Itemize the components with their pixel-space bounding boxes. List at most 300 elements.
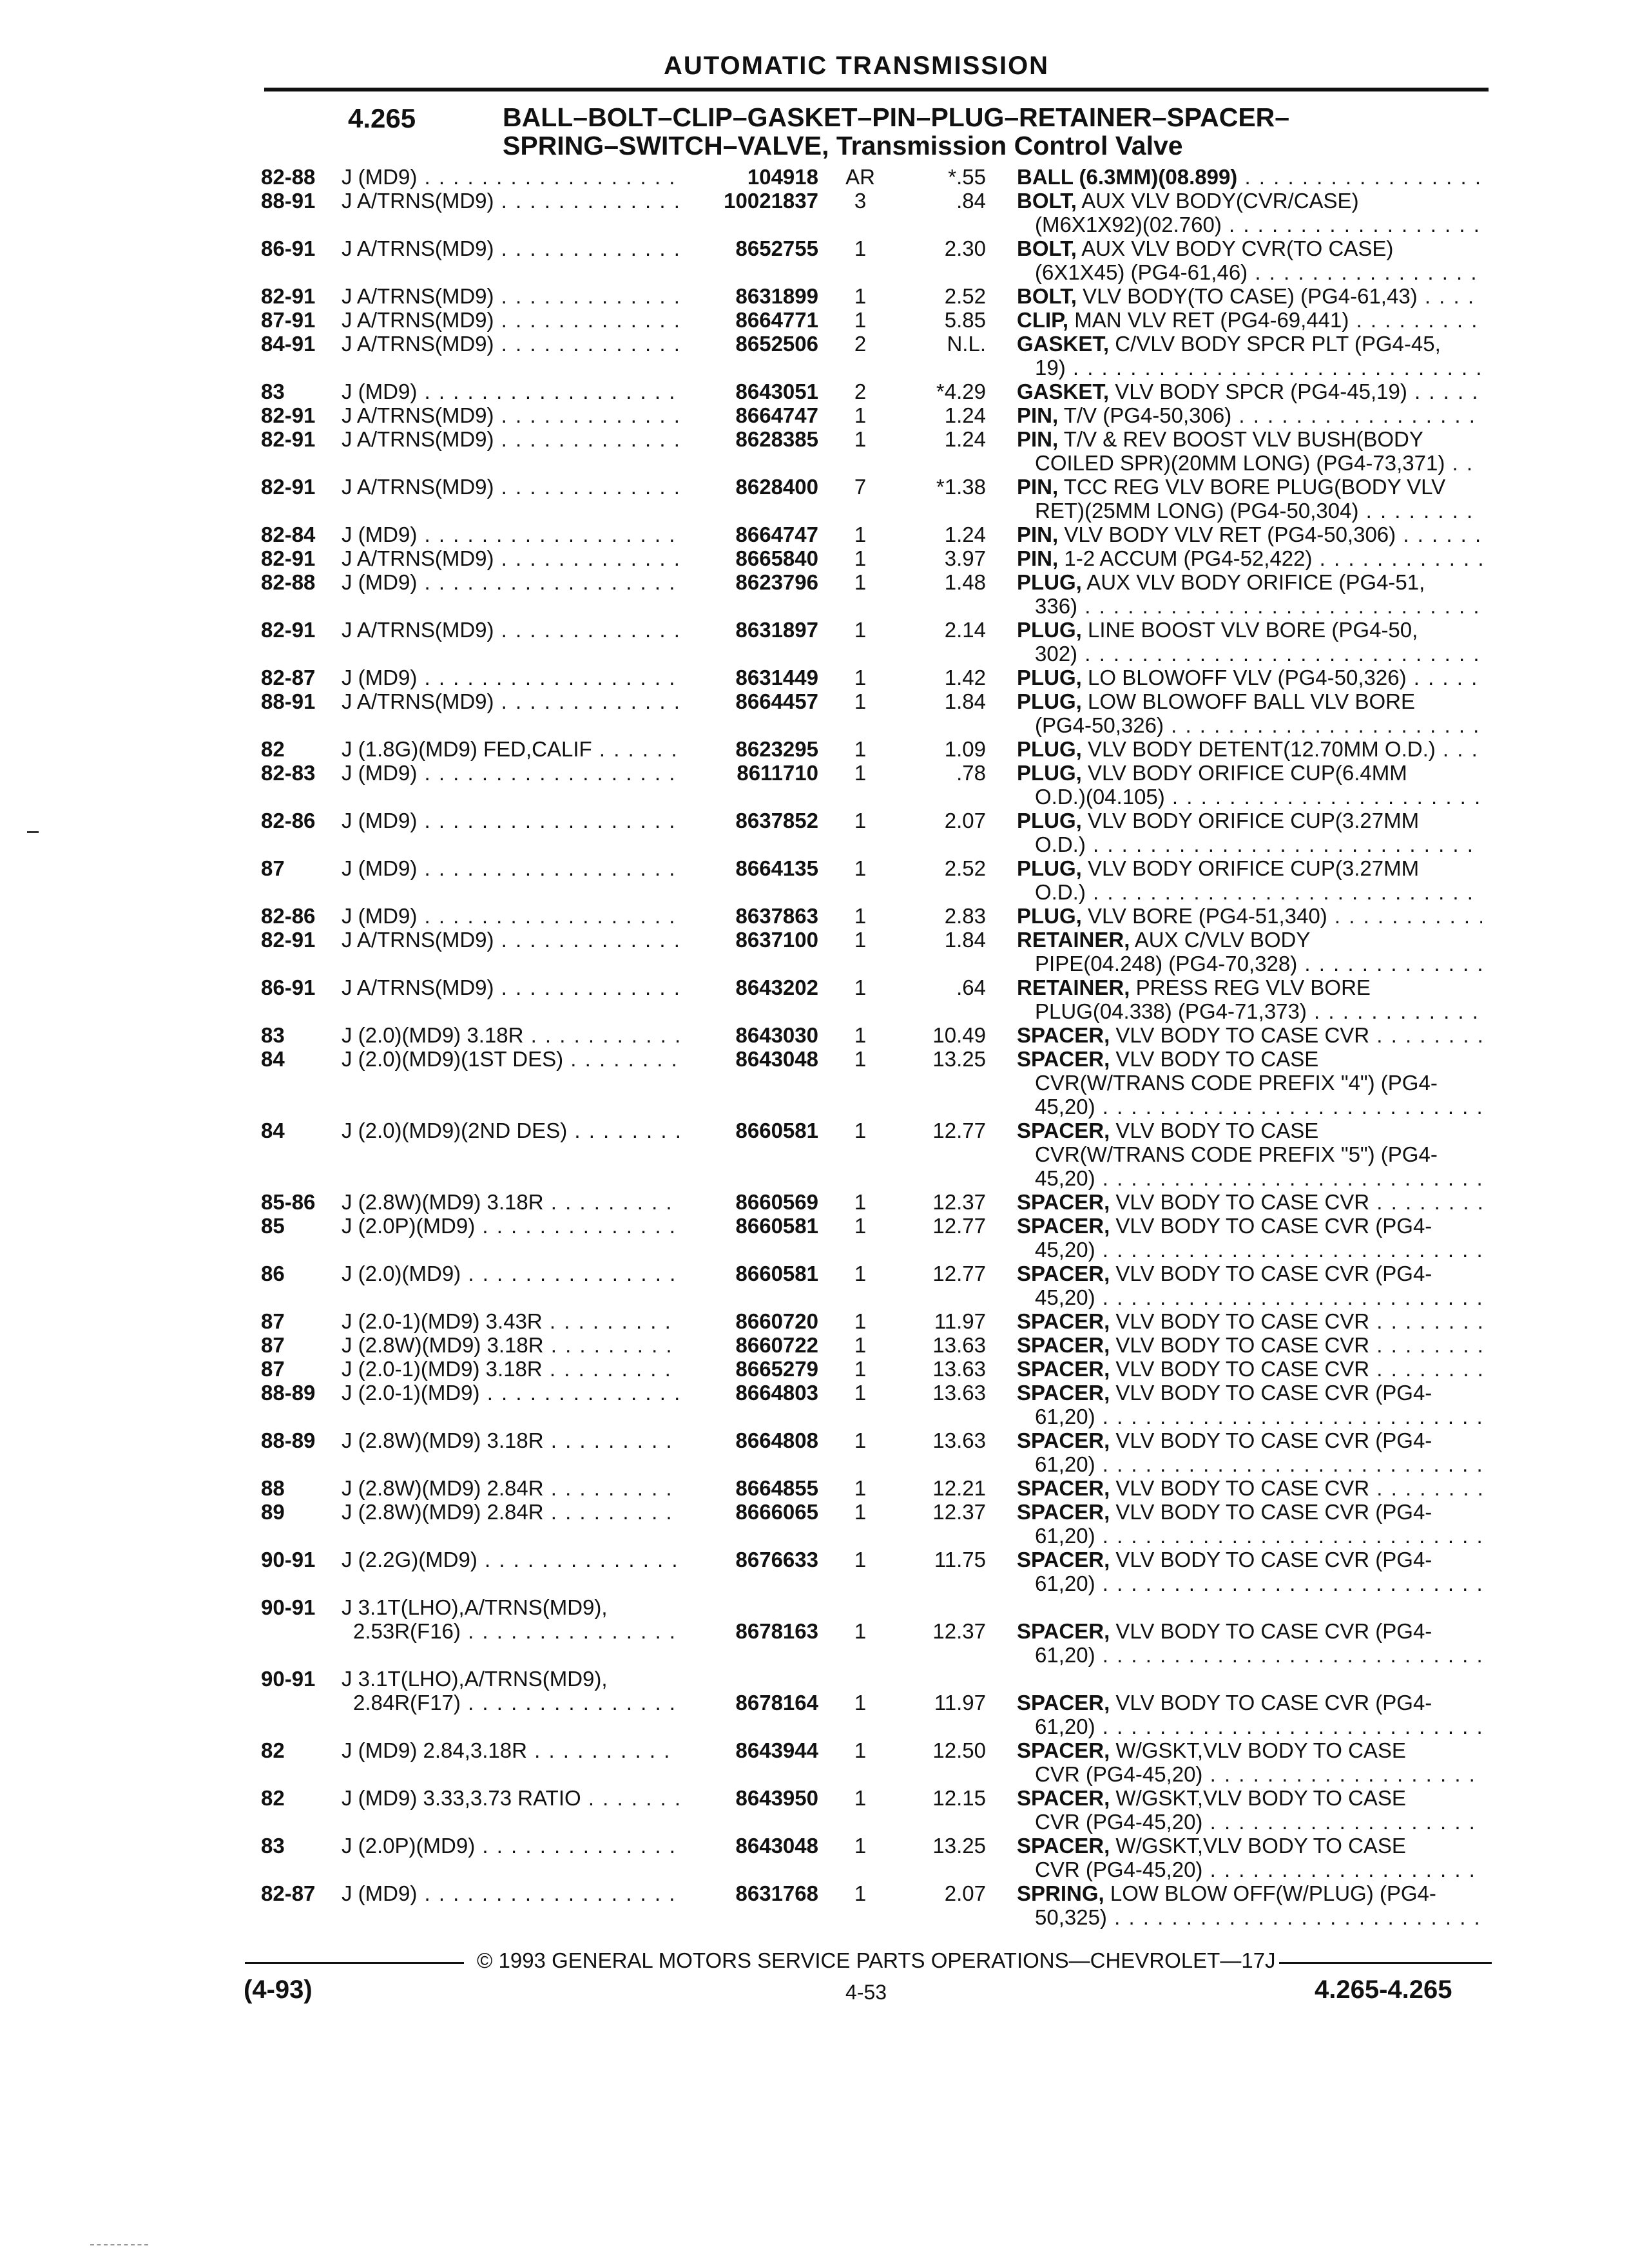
description-continuation: CVR(W/TRANS CODE PREFIX "5") (PG4- [1035,1142,1438,1166]
footer-rule-right [1279,1962,1492,1964]
application-cell [342,427,680,451]
model-years: 82-83 [261,761,316,785]
section-title [503,103,1469,160]
price: .78 [956,761,986,785]
description-continuation: RET)(25MM LONG) (PG4-50,304) . . . [1017,499,1482,523]
description-cell [1017,975,1482,1023]
application-text: J (2.0-1)(MD9) 3.43R . . . [342,1309,680,1333]
application-cell [342,904,680,928]
application-cell [342,1190,680,1214]
price: 2.52 [944,856,986,880]
parts-row [0,1357,1629,1381]
application-cell [342,236,680,260]
parts-row [0,332,1629,380]
part-number: 8631899 [735,284,818,308]
price: 12.15 [932,1786,986,1810]
parts-row [0,1834,1629,1881]
parts-row [0,1262,1629,1309]
description-text: RETAINER, AUX C/VLV BODY [1017,928,1311,952]
parts-row [0,427,1629,475]
description-keyword: SPACER, [1017,1738,1110,1762]
parts-row [0,523,1629,546]
description-text: SPACER, W/GSKT,VLV BODY TO CASE [1017,1786,1406,1810]
quantity: 1 [854,284,867,308]
application-text: J (MD9) . . . [342,380,680,403]
parts-row [0,1333,1629,1357]
description-cell [1017,403,1482,427]
description-keyword: SPACER, [1017,1428,1110,1452]
price: 12.77 [932,1119,986,1142]
description-text: PIN, 1-2 ACCUM (PG4-52,422) . . . [1017,546,1482,570]
description-text: PLUG, AUX VLV BODY ORIFICE (PG4-51, [1017,570,1425,594]
header-rule [264,88,1489,91]
model-years: 85 [261,1214,285,1238]
description-cell [1017,1881,1482,1929]
model-years: 84 [261,1119,285,1142]
quantity: 1 [854,1023,867,1047]
price: 2.83 [944,904,986,928]
model-years: 82-91 [261,928,316,952]
application-cell [342,809,680,832]
quantity: 1 [854,1047,867,1071]
application-cell [342,284,680,308]
price: *4.29 [936,380,986,403]
part-number: 8664135 [735,856,818,880]
quantity: 1 [854,1548,867,1571]
description-cell [1017,189,1482,236]
quantity: 1 [854,1500,867,1524]
model-years: 88-89 [261,1381,316,1405]
part-number: 8643950 [735,1786,818,1810]
parts-row [0,856,1629,904]
application-text: J A/TRNS(MD9) . . . [342,975,680,999]
model-years: 82-91 [261,618,316,642]
application-cell [342,1047,680,1071]
parts-row [0,1214,1629,1262]
margin-mark [27,831,39,833]
description-text: PLUG, LOW BLOWOFF BALL VLV BORE [1017,689,1415,713]
quantity: 1 [854,1357,867,1381]
quantity: 1 [854,1309,867,1333]
price: 5.85 [944,308,986,332]
quantity: 1 [854,1738,867,1762]
model-years: 87 [261,1333,285,1357]
model-years: 90-91 [261,1667,316,1691]
parts-row [0,689,1629,737]
description-text: PLUG, VLV BORE (PG4-51,340) . . . [1017,904,1482,928]
description-cell [1017,332,1482,380]
description-text [1017,165,1482,189]
description-keyword: SPACER, [1017,1333,1110,1357]
price: 13.63 [932,1333,986,1357]
description-continuation: PLUG(04.338) (PG4-71,373) . . . [1017,999,1482,1023]
model-years: 82-91 [261,403,316,427]
parts-row [0,1881,1629,1929]
application-cell [342,1357,680,1381]
description-keyword: SPACER, [1017,1548,1110,1571]
scan-artifact [90,2244,148,2247]
price: 12.37 [932,1190,986,1214]
description-continuation: 61,20) . . . [1017,1643,1482,1667]
quantity: 1 [854,904,867,928]
quantity: 1 [854,928,867,952]
part-number: 8631449 [735,666,818,689]
model-years: 86 [261,1262,285,1285]
description-cell [1017,1738,1482,1786]
application-cell [342,689,680,713]
part-number: 8678163 [735,1619,818,1643]
application-text: J (MD9) . . . [342,570,680,594]
description-keyword: SPACER, [1017,1619,1110,1643]
application-cell [342,546,680,570]
part-number: 8664457 [735,689,818,713]
quantity: 1 [854,737,867,761]
application-text: J (MD9) . . . [342,666,680,689]
model-years: 82-91 [261,427,316,451]
parts-row [0,475,1629,523]
part-number: 104918 [747,165,818,189]
description-cell [1017,1381,1482,1428]
description-keyword: SPACER, [1017,1119,1110,1142]
description-keyword: RETAINER, [1017,975,1130,999]
description-cell [1017,1476,1482,1500]
application-cell [342,1500,680,1524]
description-continuation: CVR (PG4-45,20) . . . [1017,1858,1482,1881]
description-keyword: SPACER, [1017,1214,1110,1238]
quantity: 1 [854,1619,867,1643]
description-keyword: PIN, [1017,523,1059,546]
parts-row [0,1595,1629,1667]
description-text: SPACER, VLV BODY TO CASE CVR . . . [1017,1190,1482,1214]
part-number: 8628400 [735,475,818,499]
application-cell [342,1023,680,1047]
application-text: J (2.0-1)(MD9) 3.18R . . . [342,1357,680,1381]
description-text: SPACER, VLV BODY TO CASE CVR . . . [1017,1023,1482,1047]
description-text: BOLT, VLV BODY(TO CASE) (PG4-61,43) . . . [1017,284,1482,308]
model-years: 82-91 [261,475,316,499]
price: 12.37 [932,1500,986,1524]
application-cell [342,1214,680,1238]
model-years: 82 [261,737,285,761]
application-cell [342,332,680,356]
application-cell [342,1381,680,1405]
application-text: J (2.0)(MD9)(2ND DES) . . . [342,1119,680,1142]
application-text: J (MD9) . . . [342,523,680,546]
price: 1.24 [944,403,986,427]
part-number: 8637863 [735,904,818,928]
part-number: 8660581 [735,1119,818,1142]
description-text: PIN, TCC REG VLV BORE PLUG(BODY VLV [1017,475,1446,499]
description-cell [1017,1619,1482,1667]
quantity: 1 [854,570,867,594]
description-continuation: (M6X1X92)(02.760) . . . [1017,213,1482,236]
parts-row [0,975,1629,1023]
application-text: J (MD9) 3.33,3.73 RATIO . . . [342,1786,680,1810]
quantity: 7 [854,475,867,499]
description-cell [1017,1047,1482,1119]
description-cell [1017,1428,1482,1476]
parts-row [0,1119,1629,1190]
parts-row [0,737,1629,761]
description-text: SPACER, VLV BODY TO CASE [1017,1119,1319,1142]
footer-rule-left [245,1962,464,1964]
parts-row [0,1500,1629,1548]
description-keyword: PLUG, [1017,904,1082,928]
model-years: 82-88 [261,165,316,189]
price: 1.42 [944,666,986,689]
section-title-line1: BALL–BOLT–CLIP–GASKET–PIN–PLUG–RETAINER–SPACER– [503,102,1290,132]
application-cell [342,618,680,642]
description-cell [1017,1357,1482,1381]
quantity: 1 [854,403,867,427]
description-cell [1017,689,1482,737]
description-text: BOLT, AUX VLV BODY CVR(TO CASE) [1017,236,1394,260]
part-number: 8631897 [735,618,818,642]
application-text: J A/TRNS(MD9) . . . [342,403,680,427]
part-number: 8664747 [735,523,818,546]
description-cell [1017,1834,1482,1881]
quantity: 1 [854,1786,867,1810]
description-keyword: PLUG, [1017,618,1082,642]
description-keyword: SPACER, [1017,1381,1110,1405]
description-continuation: 302) . . . [1017,642,1482,666]
description-cell [1017,761,1482,809]
part-number: 8643048 [735,1047,818,1071]
price: 11.75 [934,1548,986,1571]
footer-section-range: 4.265-4.265 [1315,1975,1452,2004]
description-keyword: BALL (6.3MM)(08.899) [1017,165,1238,189]
description-cell [1017,904,1482,928]
price: 13.63 [932,1428,986,1452]
description-text: SPACER, VLV BODY TO CASE CVR . . . [1017,1476,1482,1500]
application-text: J A/TRNS(MD9) . . . [342,475,680,499]
description-cell [1017,1262,1482,1309]
model-years: 90-91 [261,1595,316,1619]
price: 2.30 [944,236,986,260]
part-number: 8628385 [735,427,818,451]
description-keyword: PLUG, [1017,570,1082,594]
price: 2.07 [944,1881,986,1905]
price: 13.25 [932,1047,986,1071]
description-cell [1017,1691,1482,1738]
quantity: 1 [854,308,867,332]
description-continuation: 61,20) . . . [1017,1715,1482,1738]
description-keyword: SPACER, [1017,1691,1110,1715]
model-years: 83 [261,1023,285,1047]
parts-list [0,165,1629,1929]
application-text: J (2.0)(MD9) 3.18R . . . [342,1023,680,1047]
model-years: 82-87 [261,1881,316,1905]
price: 1.24 [944,523,986,546]
description-text: SPACER, VLV BODY TO CASE CVR (PG4- [1017,1500,1432,1524]
part-number: 8660722 [735,1333,818,1357]
description-text: SPACER, VLV BODY TO CASE CVR (PG4- [1017,1691,1432,1715]
model-years: 82-84 [261,523,316,546]
part-number: 8643202 [735,975,818,999]
quantity: AR [845,165,875,189]
application-cell [342,523,680,546]
application-cell [342,1119,680,1142]
description-keyword: RETAINER, [1017,928,1130,952]
price: 1.09 [944,737,986,761]
description-text: PIN, T/V (PG4-50,306) . . . [1017,403,1482,427]
part-number: 8665279 [735,1357,818,1381]
application-text: J (2.0)(MD9) . . . [342,1262,680,1285]
quantity: 1 [854,546,867,570]
description-text: PLUG, LINE BOOST VLV BORE (PG4-50, [1017,618,1418,642]
price: 2.14 [944,618,986,642]
description-cell [1017,928,1482,975]
price: 1.84 [944,928,986,952]
description-keyword: SPACER, [1017,1047,1110,1071]
part-number: 8660720 [735,1309,818,1333]
price: 12.21 [932,1476,986,1500]
description-text: SPACER, VLV BODY TO CASE CVR (PG4- [1017,1428,1432,1452]
application-cell [342,380,680,403]
description-cell [1017,165,1482,189]
application-text: 2.84R(F17) . . . [342,1691,680,1715]
quantity: 1 [854,1834,867,1858]
description-text: PIN, VLV BODY VLV RET (PG4-50,306) . . . [1017,523,1482,546]
part-number: 8643051 [735,380,818,403]
part-number: 8637852 [735,809,818,832]
price: 2.07 [944,809,986,832]
quantity: 1 [854,1119,867,1142]
model-years: 82 [261,1786,285,1810]
description-keyword: SPACER, [1017,1786,1110,1810]
model-years: 90-91 [261,1548,316,1571]
description-text: GASKET, VLV BODY SPCR (PG4-45,19) . . . [1017,380,1482,403]
part-number: 8643030 [735,1023,818,1047]
description-continuation: 45,20) . . . [1017,1095,1482,1119]
description-keyword: GASKET, [1017,332,1110,356]
parts-row [0,928,1629,975]
description-text: SPACER, W/GSKT,VLV BODY TO CASE [1017,1738,1406,1762]
application-text: J A/TRNS(MD9) . . . [342,189,680,213]
description-cell [1017,666,1482,689]
parts-row [0,1548,1629,1595]
part-number: 10021837 [724,189,818,213]
part-number: 8637100 [735,928,818,952]
parts-row [0,189,1629,236]
quantity: 1 [854,618,867,642]
description-continuation: O.D.)(04.105) . . . [1017,785,1482,809]
description-keyword: PIN, [1017,546,1059,570]
price: 13.63 [932,1357,986,1381]
price: *.55 [948,165,986,189]
model-years: 82-88 [261,570,316,594]
description-continuation: 45,20) . . . [1017,1238,1482,1262]
application-text: J (2.0-1)(MD9) . . . [342,1381,680,1405]
description-continuation: 61,20) . . . [1017,1452,1482,1476]
model-years: 83 [261,1834,285,1858]
description-continuation: PIPE(04.248) (PG4-70,328) . . . [1017,952,1482,975]
description-keyword: PLUG, [1017,809,1082,832]
part-number: 8623796 [735,570,818,594]
section-number: 4.265 [348,103,416,133]
description-text: SPACER, VLV BODY TO CASE CVR . . . [1017,1333,1482,1357]
description-text: SPACER, VLV BODY TO CASE CVR (PG4- [1017,1548,1432,1571]
description-keyword: SPACER, [1017,1190,1110,1214]
description-cell [1017,1023,1482,1047]
application-text: J (2.8W)(MD9) 2.84R . . . [342,1476,680,1500]
price: 1.48 [944,570,986,594]
description-text: BOLT, AUX VLV BODY(CVR/CASE) [1017,189,1359,213]
model-years: 84-91 [261,332,316,356]
description-cell [1017,1190,1482,1214]
price: .64 [956,975,986,999]
description-continuation: CVR (PG4-45,20) . . . [1017,1810,1482,1834]
parts-row [0,1309,1629,1333]
part-number: 8623295 [735,737,818,761]
parts-row [0,403,1629,427]
price: 10.49 [932,1023,986,1047]
price: 12.37 [932,1619,986,1643]
price: .84 [956,189,986,213]
model-years: 82-87 [261,666,316,689]
description-keyword: PLUG, [1017,666,1082,689]
parts-row [0,1023,1629,1047]
part-number: 8676633 [735,1548,818,1571]
model-years: 82-91 [261,546,316,570]
application-text: J A/TRNS(MD9) . . . [342,928,680,952]
quantity: 2 [854,332,867,356]
model-years: 86-91 [261,975,316,999]
description-text: SPACER, VLV BODY TO CASE CVR (PG4- [1017,1214,1432,1238]
price: 11.97 [934,1691,986,1715]
quantity: 1 [854,1428,867,1452]
application-text: J A/TRNS(MD9) . . . [342,236,680,260]
part-number: 8664771 [735,308,818,332]
part-number: 8666065 [735,1500,818,1524]
price: 1.24 [944,427,986,451]
quantity: 1 [854,1333,867,1357]
description-text: GASKET, C/VLV BODY SPCR PLT (PG4-45, [1017,332,1441,356]
application-cell [342,1595,680,1643]
application-text: J (2.0)(MD9)(1ST DES) . . . [342,1047,680,1071]
parts-row [0,1667,1629,1738]
parts-row [0,308,1629,332]
description-text: PLUG, LO BLOWOFF VLV (PG4-50,326) . . . [1017,666,1482,689]
description-text: CLIP, MAN VLV RET (PG4-69,441) . . . [1017,308,1482,332]
quantity: 1 [854,761,867,785]
application-cell [342,856,680,880]
quantity: 3 [854,189,867,213]
description-cell [1017,856,1482,904]
description-continuation: 50,325) . . . [1017,1905,1482,1929]
application-text: J (2.2G)(MD9) . . . [342,1548,680,1571]
quantity: 1 [854,523,867,546]
model-years: 87 [261,856,285,880]
part-number: 8611710 [737,761,818,785]
description-keyword: PLUG, [1017,737,1082,761]
model-years: 82 [261,1738,285,1762]
application-text: J (2.0P)(MD9) . . . [342,1214,680,1238]
description-keyword: PIN, [1017,427,1059,451]
application-text: J (2.8W)(MD9) 3.18R . . . [342,1190,680,1214]
parts-row [0,666,1629,689]
application-text: J A/TRNS(MD9) . . . [342,284,680,308]
price: 12.50 [932,1738,986,1762]
part-number: 8660581 [735,1262,818,1285]
quantity: 1 [854,856,867,880]
application-cell [342,1548,680,1571]
parts-row [0,904,1629,928]
price: 12.77 [932,1214,986,1238]
part-number: 8678164 [735,1691,818,1715]
description-keyword: SPACER, [1017,1834,1110,1858]
footer-page-number: 4-53 [845,1981,887,2004]
